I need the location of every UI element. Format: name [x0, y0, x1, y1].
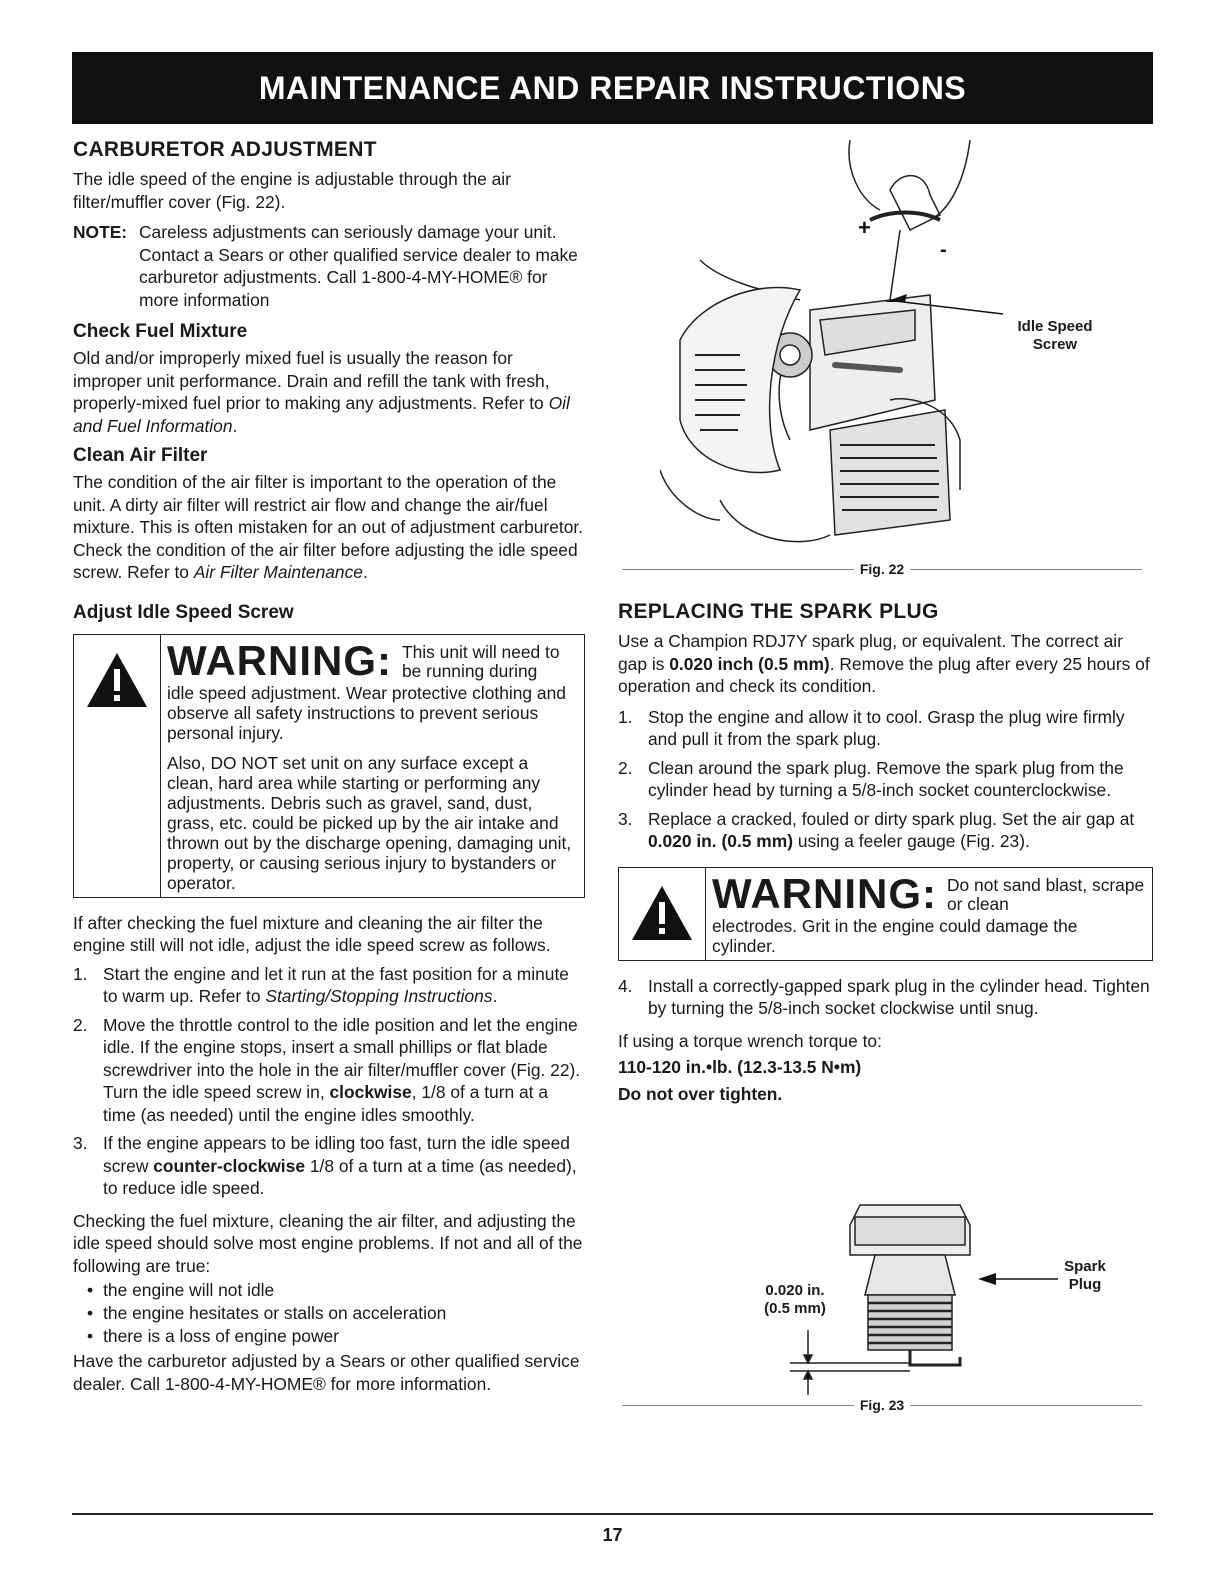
list-item: • there is a loss of engine power: [87, 1325, 585, 1348]
spark-intro: Use a Champion RDJ7Y spark plug, or equivalent. The correct air gap is 0.020 inch (0.5 mm). Remove the plug after every 25 hours of operation and check its condition.: [618, 631, 1150, 696]
page-banner: MAINTENANCE AND REPAIR INSTRUCTIONS: [72, 52, 1153, 124]
footer-rule: [72, 1513, 1153, 1515]
carburetor-heading: CARBURETOR ADJUSTMENT: [73, 138, 377, 161]
right-column: [618, 600, 1153, 1105]
torque-intro: If using a torque wrench torque to:: [618, 1030, 882, 1051]
spark-warning-box: [618, 867, 1153, 961]
page-number: 17: [602, 1525, 623, 1545]
idle-warning-box: [73, 634, 585, 898]
fuel-ref: Oil and Fuel Information: [73, 393, 570, 436]
list-item: 3. Replace a cracked, fouled or dirty spark plug. Set the air gap at 0.020 in. (0.5 mm) using a feeler gauge (Fig. 23).: [618, 808, 1135, 851]
warning-word: WARNING:: [712, 869, 937, 917]
spark-step-4: [618, 975, 1153, 1020]
svg-text:-: -: [940, 239, 947, 261]
air-text: The condition of the air filter is important to the operation of the unit. A dirty air filter will restrict air flow and change the air/fuel mixture. This is often mistaken for an out of adjustment carburetor. Check the condition of the air filter before adjusting the idle speed screw. Refer to Air Filter Maintenance.: [73, 472, 584, 582]
list-item: 2. Clean around the spark plug. Remove the spark plug from the cylinder head by turning a 5/8-inch socket counterclockwise.: [618, 757, 1124, 800]
fig23-caption: Fig. 23: [622, 1397, 1142, 1413]
fuel-text: Old and/or improperly mixed fuel is usually the reason for improper unit performance. Drain and refill the tank with fresh, properly-mixed fuel prior to making any adjustments. Refer to Oil and Fuel Information.: [73, 348, 570, 436]
warning-word: WARNING:: [167, 636, 392, 684]
idle-bullets: [73, 1279, 585, 1348]
air-ref: Air Filter Maintenance: [193, 562, 363, 582]
fig22-illustration: [660, 140, 1000, 560]
warning-triangle-icon: [619, 868, 706, 960]
air-heading: Clean Air Filter: [73, 445, 208, 466]
idle-speed-screw-callout: Idle Speed Screw: [1017, 318, 1093, 353]
fig22-caption: Fig. 22: [622, 561, 1142, 577]
warning-head-text: Do not sand blast, scrape or clean: [946, 874, 1145, 914]
list-item: 3. If the engine appears to be idling too fast, turn the idle speed screw counter-clockwise 1/8 of a turn at a time (as needed), to reduce idle speed.: [73, 1133, 577, 1198]
svg-text:+: +: [858, 215, 871, 240]
spark-plug-callout: Spark Plug: [1064, 1258, 1106, 1293]
warning-paragraph: electrodes. Grit in the engine could damage the cylinder.: [712, 915, 1078, 956]
torque-value: 110-120 in.•lb. (12.3-13.5 N•m): [618, 1057, 862, 1077]
left-column: [73, 138, 585, 1395]
list-item: 1. Stop the engine and allow it to cool. Grasp the plug wire firmly and pull it from the spark plug.: [618, 706, 1125, 749]
gap-callout: 0.020 in. (0.5 mm): [764, 1282, 826, 1317]
spark-steps: [618, 706, 1153, 853]
note-label: NOTE:: [73, 222, 128, 242]
note-text: Careless adjustments can seriously damage your unit. Contact a Sears or other qualified service dealer to make carburetor adjustments. Call 1-800-4-MY-HOME® for more information: [139, 222, 578, 310]
warning-triangle-icon: [74, 635, 161, 897]
spark-heading: REPLACING THE SPARK PLUG: [618, 600, 939, 623]
idle-intro: If after checking the fuel mixture and cleaning the air filter the engine still will not idle, adjust the idle speed screw as follows.: [73, 912, 551, 955]
idle-summary: Checking the fuel mixture, cleaning the air filter, and adjusting the idle speed should solve most engine problems. If not and all of the following are true:: [73, 1210, 583, 1276]
list-item: 1. Start the engine and let it run at the fast position for a minute to warm up. Refer to Starting/Stopping Instructions.: [73, 963, 569, 1006]
warning-head-text: This unit will need to be running during: [401, 641, 560, 681]
warning-paragraph-2: Also, DO NOT set unit on any surface except a clean, hard area while starting or performing any adjustments. Debris such as gravel, sand, dust, grass, etc. could be picked up by the air intake and thrown out by the discharge opening, damaging unit, property, or causing serious injury to bystanders or operator.: [167, 752, 572, 893]
idle-heading: Adjust Idle Speed Screw: [73, 601, 294, 623]
list-item: 2. Move the throttle control to the idle position and let the engine idle. If the engine stops, insert a small phillips or flat blade screwdriver into the hole in the air filter/muffler cover (Fig. 22). Turn the idle speed screw in, clockwise, 1/8 of a turn at a time (as needed) until the engine idles smoothly.: [73, 1014, 581, 1125]
warning-paragraph-1: idle speed adjustment. Wear protective clothing and observe all safety instructions to prevent serious personal injury.: [167, 682, 566, 743]
list-item: • the engine will not idle: [87, 1279, 585, 1302]
carburetor-intro: The idle speed of the engine is adjustable through the air filter/muffler cover (Fig. 22).: [73, 169, 511, 212]
no-over-tighten: Do not over tighten.: [618, 1083, 783, 1104]
idle-steps: [73, 963, 585, 1200]
note-block: [73, 221, 585, 311]
fuel-heading: Check Fuel Mixture: [73, 321, 248, 342]
list-item: 4. Install a correctly-gapped spark plug in the cylinder head. Tighten by turning the 5/8-inch socket clockwise until snug.: [618, 975, 1150, 1018]
idle-closing: Have the carburetor adjusted by a Sears or other qualified service dealer. Call 1-800-4-MY-HOME® for more information.: [73, 1351, 580, 1394]
list-item: • the engine hesitates or stalls on acceleration: [87, 1302, 585, 1325]
